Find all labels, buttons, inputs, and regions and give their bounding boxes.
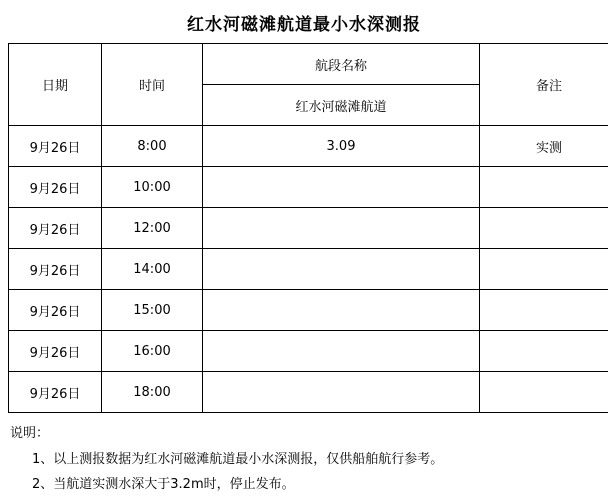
header-time: 时间	[102, 44, 203, 126]
header-section-name: 红水河磁滩航道	[203, 85, 480, 126]
table-row	[9, 372, 608, 413]
cell-remark	[480, 372, 608, 413]
cell-depth	[203, 372, 480, 413]
table-row	[9, 290, 608, 331]
cell-depth	[203, 290, 480, 331]
header-section-group: 航段名称	[203, 44, 480, 85]
cell-date: 9月26日	[9, 372, 102, 413]
cell-remark	[480, 208, 608, 249]
cell-date: 9月26日	[9, 167, 102, 208]
table-row	[9, 126, 608, 167]
cell-remark	[480, 249, 608, 290]
cell-time: 12:00	[102, 208, 203, 249]
cell-remark	[480, 167, 608, 208]
table-header-row-1	[9, 44, 608, 85]
table-row	[9, 331, 608, 372]
cell-remark	[480, 331, 608, 372]
cell-date: 9月26日	[9, 249, 102, 290]
cell-depth	[203, 208, 480, 249]
cell-date: 9月26日	[9, 126, 102, 167]
cell-date: 9月26日	[9, 208, 102, 249]
table-row	[9, 167, 608, 208]
note-line: 2、当航道实测水深大于3.2m时，停止发布。	[8, 478, 600, 504]
cell-depth: 3.09	[203, 126, 480, 167]
cell-time: 8:00	[102, 126, 203, 167]
notes-section	[8, 427, 600, 504]
page-title: 红水河磁滩航道最小水深测报	[8, 0, 600, 43]
header-remark: 备注	[480, 44, 608, 126]
cell-date: 9月26日	[9, 290, 102, 331]
table-body	[9, 44, 608, 413]
table-row	[9, 249, 608, 290]
cell-date: 9月26日	[9, 331, 102, 372]
table-row	[9, 208, 608, 249]
cell-time: 16:00	[102, 331, 203, 372]
cell-depth	[203, 249, 480, 290]
cell-time: 14:00	[102, 249, 203, 290]
cell-time: 18:00	[102, 372, 203, 413]
cell-time: 15:00	[102, 290, 203, 331]
note-line: 1、以上测报数据为红水河磁滩航道最小水深测报，仅供船舶航行参考。	[8, 453, 600, 479]
cell-time: 10:00	[102, 167, 203, 208]
header-date: 日期	[9, 44, 102, 126]
notes-title: 说明：	[8, 427, 600, 453]
cell-depth	[203, 167, 480, 208]
cell-remark: 实测	[480, 126, 608, 167]
cell-depth	[203, 331, 480, 372]
water-depth-table	[8, 43, 608, 413]
cell-remark	[480, 290, 608, 331]
